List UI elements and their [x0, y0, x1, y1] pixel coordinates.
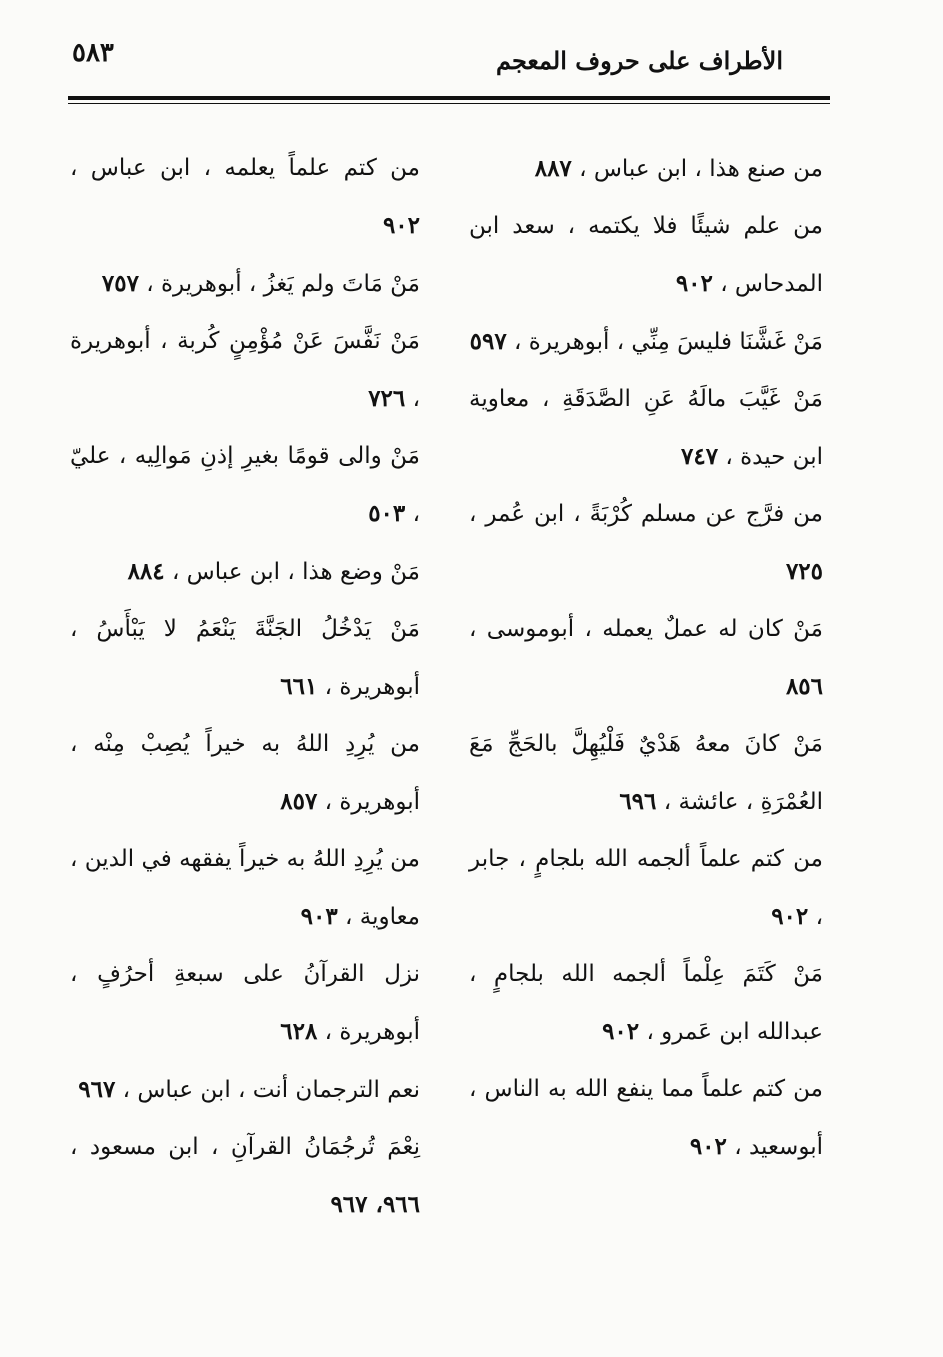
- entry-reference: ٥٩٧: [469, 328, 507, 355]
- index-entry: [469, 486, 823, 601]
- index-entry: [469, 198, 823, 313]
- entry-text: من كتم علماً ألجمه الله بلجامٍ ، جابر ،: [469, 846, 823, 930]
- entry-reference: ٨٨٧: [534, 155, 572, 182]
- entry-text: نزل القرآنُ على سبعةِ أحرُفٍ ، أبوهريرة ،: [70, 961, 420, 1045]
- entry-reference: ٩٠٢: [689, 1133, 727, 1160]
- index-entry: [70, 716, 420, 831]
- index-entry: [70, 601, 420, 716]
- entry-text: من كتم علماً مما ينفع الله به الناس ، أبوسعيد ،: [469, 1076, 823, 1160]
- index-entry: [469, 601, 823, 716]
- entry-reference: ٥٠٣: [368, 500, 406, 527]
- entry-reference: ٩٠٣: [300, 903, 338, 930]
- entry-text: مَنْ مَاتَ ولم يَغزُ ، أبوهريرة ،: [146, 271, 420, 297]
- entry-reference: ٩٠٢: [771, 903, 809, 930]
- entry-reference: ٨٨٤: [127, 558, 165, 585]
- entry-reference: ٦٢٨: [280, 1018, 318, 1045]
- entry-text: مَنْ غَيَّبَ مالَهُ عَنِ الصَّدَقَةِ ، معاوية ابن حيدة ،: [469, 386, 823, 470]
- entry-reference: ٧٢٦: [368, 385, 406, 412]
- index-entry: [70, 831, 420, 946]
- index-entry: [70, 140, 420, 255]
- entry-text: من صنع هذا ، ابن عباس ،: [579, 156, 823, 182]
- entry-reference: ٨٥٦: [785, 673, 823, 700]
- index-entry: [469, 946, 823, 1061]
- entry-reference: ٧٥٧: [101, 270, 139, 297]
- entry-text: من يُرِدِ اللهُ به خيراً يفقهه في الدين ، معاوية ،: [70, 846, 420, 930]
- header-rule-thin: [68, 103, 830, 104]
- entry-text: نعم الترجمان أنت ، ابن عباس ،: [122, 1077, 420, 1103]
- entry-reference: ٩٦٧: [78, 1076, 116, 1103]
- entry-reference: ٩٠٢: [602, 1018, 640, 1045]
- index-entry: [70, 543, 420, 601]
- entry-text: مَنْ نَفَّسَ عَنْ مُؤْمِنٍ كُربة ، أبوهريرة ،: [70, 328, 420, 412]
- header-rule-thick: [68, 96, 830, 100]
- index-entry: [469, 371, 823, 486]
- entry-text: مَنْ كان له عملٌ يعمله ، أبوموسى ،: [469, 616, 823, 642]
- index-entry: [70, 428, 420, 543]
- entry-text: من كتم علماً يعلمه ، ابن عباس ،: [70, 155, 420, 181]
- entry-text: من يُرِدِ اللهُ به خيراً يُصِبْ مِنْه ، أبوهريرة ،: [70, 731, 420, 815]
- index-entry: [70, 1119, 420, 1234]
- index-entry: [70, 313, 420, 428]
- index-entry: [70, 255, 420, 313]
- entry-text: نِعْمَ تُرجُمَانُ القرآنِ ، ابن مسعود ،: [70, 1134, 420, 1160]
- entry-text: من فرَّج عن مسلم كُرْبَةً ، ابن عُمر ،: [469, 501, 823, 527]
- index-entry: [469, 831, 823, 946]
- entry-reference: ٦٩٦: [619, 788, 657, 815]
- entry-text: مَنْ كانَ معهُ هَدْيٌ فَلْيُهِلَّ بالحَجِّ مَعَ العُمْرَةِ ، عائشة ،: [469, 731, 823, 815]
- index-entry: [469, 1061, 823, 1176]
- index-column-right: [469, 140, 823, 1176]
- page-number: ٥٨٣: [72, 38, 114, 68]
- entry-text: مَنْ والى قومًا بغيرِ إذنِ مَوالِيه ، عليّ ،: [70, 443, 420, 527]
- index-entry: [70, 1061, 420, 1119]
- entry-reference: ٩٠٢: [382, 212, 420, 239]
- entry-text: مَنْ كَتَمَ عِلْماً ألجمه الله بلجامٍ ، عبدالله ابن عَمرو ،: [469, 961, 823, 1045]
- index-entry: [70, 946, 420, 1061]
- entry-text: من علم شيئًا فلا يكتمه ، سعد ابن المدحاس ،: [469, 213, 823, 297]
- entry-reference: ٩٦٦، ٩٦٧: [330, 1191, 420, 1218]
- running-title: الأطراف على حروف المعجم: [495, 46, 783, 75]
- entry-text: مَنْ غَشَّنَا فليسَ مِنِّي ، أبوهريرة ،: [514, 329, 823, 355]
- entry-reference: ٨٥٧: [280, 788, 318, 815]
- entry-reference: ٧٤٧: [680, 443, 719, 470]
- index-entry: [469, 716, 823, 831]
- entry-text: مَنْ وضع هذا ، ابن عباس ،: [171, 559, 420, 585]
- entry-reference: ٩٠٢: [675, 270, 713, 297]
- index-entry: [469, 313, 823, 371]
- index-column-left: [70, 140, 420, 1234]
- entry-reference: ٦٦١: [280, 673, 318, 700]
- entry-text: مَنْ يَدْخُلُ الجَنَّةَ يَنْعَمُ لا يَبْأَسُ ، أبوهريرة ،: [70, 616, 420, 700]
- index-entry: [469, 140, 823, 198]
- entry-reference: ٧٢٥: [785, 558, 823, 585]
